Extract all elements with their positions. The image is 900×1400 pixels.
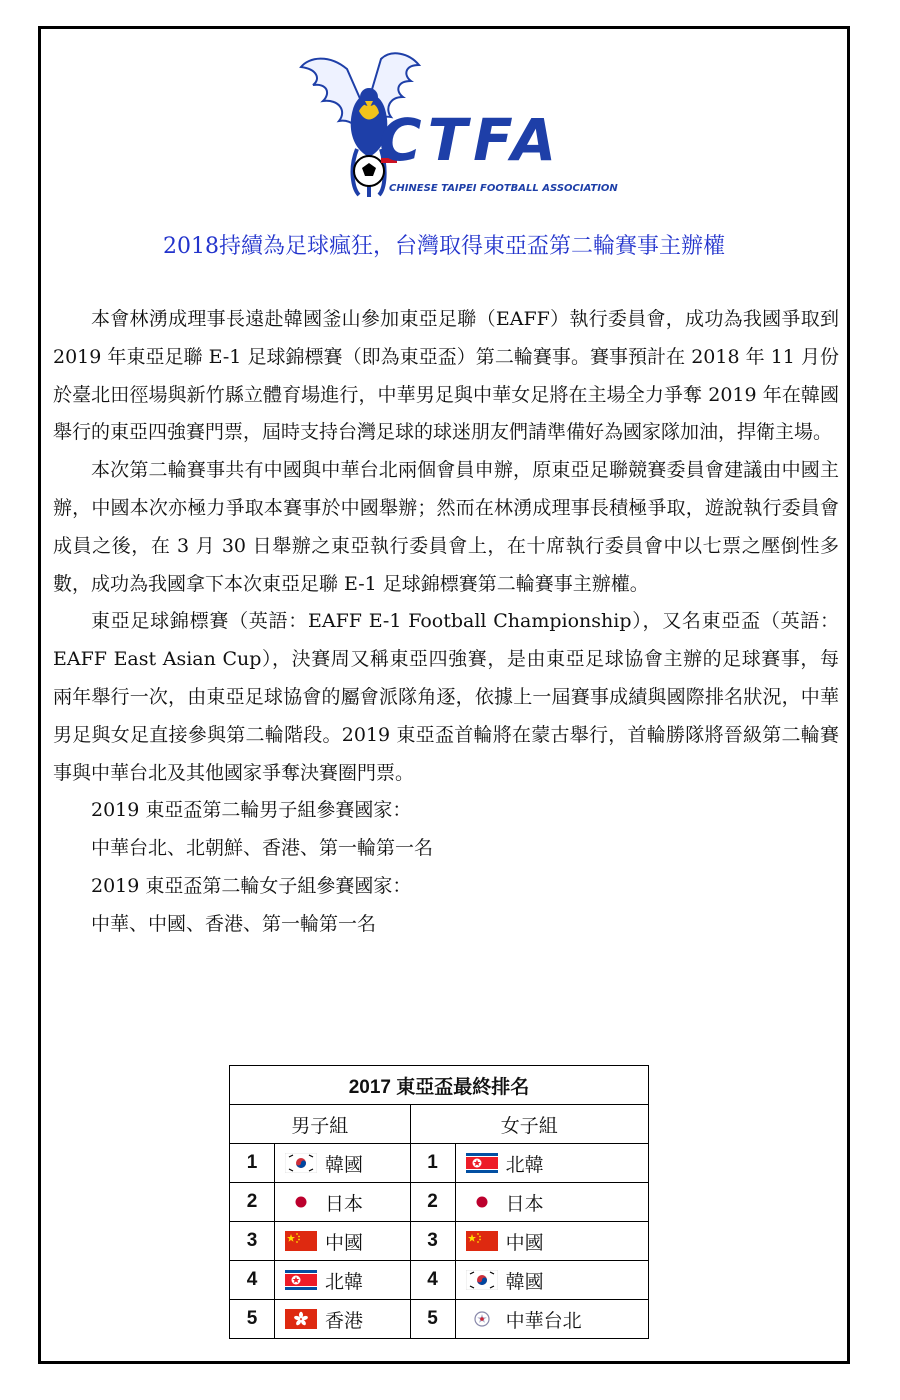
ranking-rows [230,1144,649,1339]
men-rank: 1 [230,1144,275,1183]
women-team-name: 日本 [505,1192,544,1215]
paragraph-1: 本會林湧成理事長遠赴韓國釜山參加東亞足聯（EAFF）執行委員會，成功為我國爭取到 2019 年東亞足聯 E-1 足球錦標賽（即為東亞盃）第二輪賽事。賽事預計在 2018 年 11 月份於臺北田徑場與新竹縣立體育場進行，中華男足與中華女足將在主場全力爭奪 2019 年在韓國舉行的東亞四強賽門票，屆時支持台灣足球的球迷朋友們請準備好為國家隊加油，捍衛主場。 [53,308,839,444]
page-title: 2018持續為足球瘋狂，台灣取得東亞盃第二輪賽事主辦權 [163,234,725,259]
logo-wordmark: CTFA [379,106,563,174]
men-column-header: 男子組 [230,1105,411,1144]
ctfa-logo [269,49,629,199]
table-row [230,1183,649,1222]
women-rank: 4 [410,1261,455,1300]
hong-kong-flag-icon [285,1309,317,1329]
women-team-name: 北韓 [505,1153,544,1176]
women-team-cell [455,1300,648,1339]
women-participants-list: 中華、中國、香港、第一輪第一名 [91,912,377,935]
japan-flag-icon [466,1192,498,1212]
north-korea-flag-icon [285,1270,317,1290]
north-korea-flag-icon [466,1153,498,1173]
china-flag-icon [285,1231,317,1251]
women-team-cell [455,1261,648,1300]
paragraph-2: 本次第二輪賽事共有中國與中華台北兩個會員申辦，原東亞足聯競賽委員會建議由中國主辦，中國本次亦極力爭取本賽事於中國舉辦；然而在林湧成理事長積極爭取，遊說執行委員會成員之後，在 3 月 30 日舉辦之東亞執行委員會上，在十席執行委員會中以七票之壓倒性多數，成功為我國拿下本次東亞足聯 E-1 足球錦標賽第二輪賽事主辦權。 [53,459,839,595]
men-team-name: 韓國 [325,1153,364,1176]
table-row [230,1144,649,1183]
south-korea-flag-icon [466,1270,498,1290]
chinese-taipei-flag-icon [466,1309,498,1329]
china-flag-icon [466,1231,498,1251]
men-rank: 4 [230,1261,275,1300]
women-column-header: 女子組 [410,1105,648,1144]
men-team-cell [275,1222,411,1261]
logo-subtitle: CHINESE TAIPEI FOOTBALL ASSOCIATION [389,183,618,194]
japan-flag-icon [285,1192,317,1212]
table-row [230,1261,649,1300]
ranking-table [229,1065,649,1339]
men-team-name: 中國 [325,1231,364,1254]
women-team-cell [455,1144,648,1183]
men-participants-heading: 2019 東亞盃第二輪男子組參賽國家： [91,799,412,822]
women-team-name: 中華台北 [505,1309,582,1332]
men-team-cell [275,1300,411,1339]
men-team-name: 北韓 [325,1270,364,1293]
women-team-name: 中國 [505,1231,544,1254]
men-team-cell [275,1144,411,1183]
men-team-name: 日本 [325,1192,364,1215]
table-row [230,1222,649,1261]
women-rank: 3 [410,1222,455,1261]
men-participants-list: 中華台北、北朝鮮、香港、第一輪第一名 [91,837,434,860]
women-team-cell [455,1222,648,1261]
women-team-cell [455,1183,648,1222]
article-body [53,301,839,944]
women-rank: 1 [410,1144,455,1183]
paragraph-3: 東亞足球錦標賽（英語：EAFF E-1 Football Championship），又名東亞盃（英語：EAFF East Asian Cup），決賽周又稱東亞四強賽，是由東亞足球協會主辦的足球賽事，每兩年舉行一次，由東亞足球協會的屬會派隊角逐，依據上一屆賽事成績與國際排名狀況，中華男足與女足直接參與第二輪階段。2019 東亞盃首輪將在蒙古舉行，首輪勝隊將晉級第二輪賽事與中華台北及其他國家爭奪決賽圈門票。 [53,610,839,784]
men-rank: 3 [230,1222,275,1261]
women-rank: 2 [410,1183,455,1222]
women-team-name: 韓國 [505,1270,544,1293]
men-rank: 5 [230,1300,275,1339]
men-team-cell [275,1261,411,1300]
men-rank: 2 [230,1183,275,1222]
table-row [230,1300,649,1339]
table-caption: 2017 東亞盃最終排名 [230,1066,649,1105]
men-team-cell [275,1183,411,1222]
women-rank: 5 [410,1300,455,1339]
women-participants-heading: 2019 東亞盃第二輪女子組參賽國家： [91,874,412,897]
men-team-name: 香港 [325,1309,364,1332]
document-frame [38,26,850,1364]
south-korea-flag-icon [285,1153,317,1173]
